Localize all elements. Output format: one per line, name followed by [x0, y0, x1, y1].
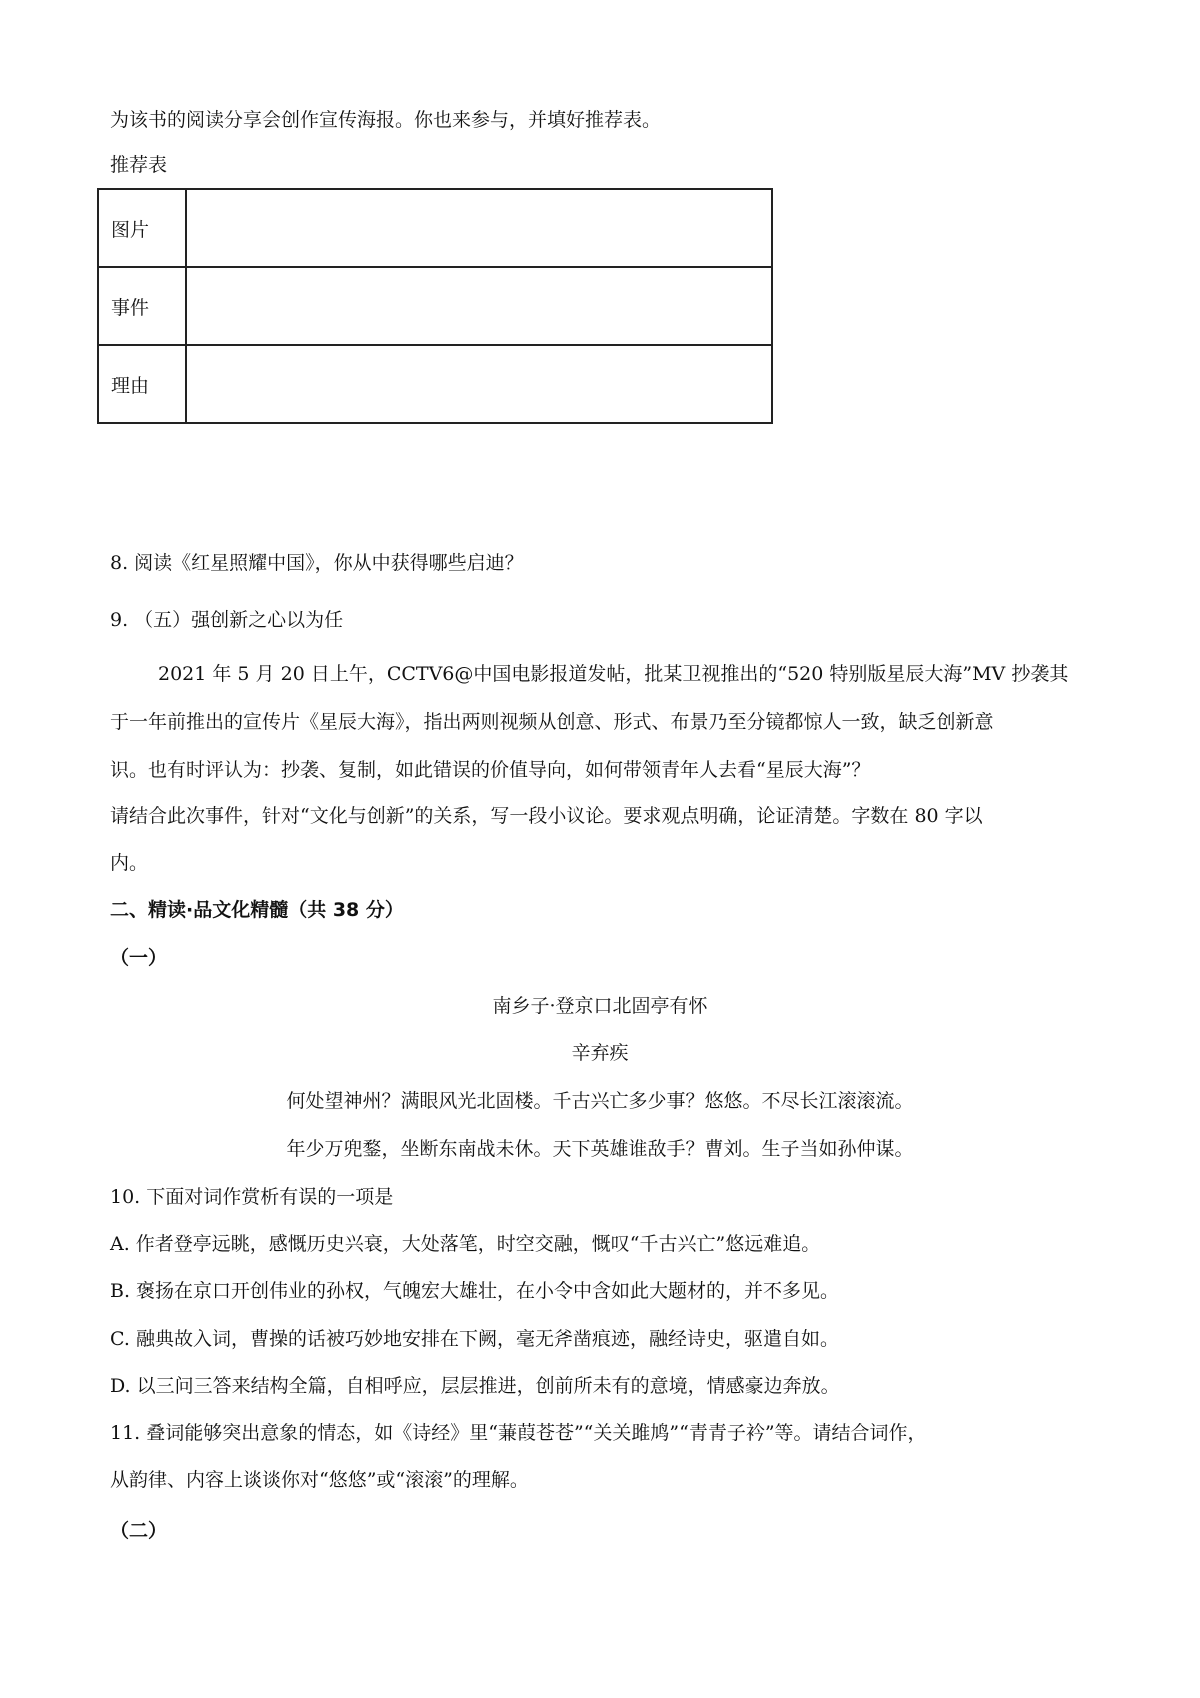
task-line: 内。: [110, 852, 149, 874]
passage-line: 于一年前推出的宣传片《星辰大海》，指出两则视频从创意、形式、布景乃至分镜都惊人一致，缺乏创新意: [110, 711, 994, 733]
option-b: B. 褒扬在京口开创伟业的孙权，气魄宏大雄壮，在小令中含如此大题材的，并不多见。: [110, 1280, 840, 1302]
row-label-reason: 理由: [98, 345, 186, 423]
passage-line: 2021 年 5 月 20 日上午，CCTV6@中国电影报道发帖，批某卫视推出的“520 特别版星辰大海”MV 抄袭其: [158, 663, 1069, 685]
question-11-cont: 从韵律、内容上谈谈你对“悠悠”或“滚滚”的理解。: [110, 1469, 529, 1491]
part-1-heading: （一）: [110, 947, 168, 969]
question-8: 8. 阅读《红星照耀中国》，你从中获得哪些启迪？: [110, 552, 524, 574]
poem-line: 何处望神州？满眼风光北固楼。千古兴亡多少事？悠悠。不尽长江滚滚流。: [286, 1090, 914, 1112]
table-row: [98, 189, 772, 267]
row-field-reason[interactable]: [186, 345, 772, 423]
table-title: 推荐表: [110, 154, 168, 176]
section-2-heading: 二、精读·品文化精髓（共 38 分）: [110, 899, 404, 921]
row-field-event[interactable]: [186, 267, 772, 345]
task-line: 请结合此次事件，针对“文化与创新”的关系，写一段小议论。要求观点明确，论证清楚。字数在 80 字以: [110, 805, 983, 827]
intro-text: 为该书的阅读分享会创作宣传海报。你也来参与，并填好推荐表。: [110, 109, 662, 131]
question-11: 11. 叠词能够突出意象的情态，如《诗经》里“蒹葭苍苍”“关关雎鸠”“青青子衿”等。请结合词作，: [110, 1422, 927, 1444]
question-9: 9. （五）强创新之心以为任: [110, 609, 344, 631]
table-row: [98, 345, 772, 423]
poem-author: 辛弃疾: [571, 1042, 629, 1064]
row-field-picture[interactable]: [186, 189, 772, 267]
poem-line: 年少万兜鍪，坐断东南战未休。天下英雄谁敌手？曹刘。生子当如孙仲谋。: [286, 1138, 914, 1160]
option-d: D. 以三问三答来结构全篇，自相呼应，层层推进，创前所未有的意境，情感豪边奔放。: [110, 1375, 840, 1397]
part-2-heading: （二）: [110, 1520, 168, 1542]
option-a: A. 作者登亭远眺，感慨历史兴衰，大处落笔，时空交融，慨叹“千古兴亡”悠远难追。: [110, 1233, 821, 1255]
table-row: [98, 267, 772, 345]
passage-line: 识。也有时评认为：抄袭、复制，如此错误的价值导向，如何带领青年人去看“星辰大海”？: [110, 759, 871, 781]
row-label-event: 事件: [98, 267, 186, 345]
poem-title: 南乡子·登京口北固亭有怀: [492, 995, 708, 1017]
row-label-picture: 图片: [98, 189, 186, 267]
option-c: C. 融典故入词，曹操的话被巧妙地安排在下阙，毫无斧凿痕迹，融经诗史，驱遣自如。: [110, 1328, 839, 1350]
question-10: 10. 下面对词作赏析有误的一项是: [110, 1186, 394, 1208]
recommendation-table: [97, 188, 773, 424]
